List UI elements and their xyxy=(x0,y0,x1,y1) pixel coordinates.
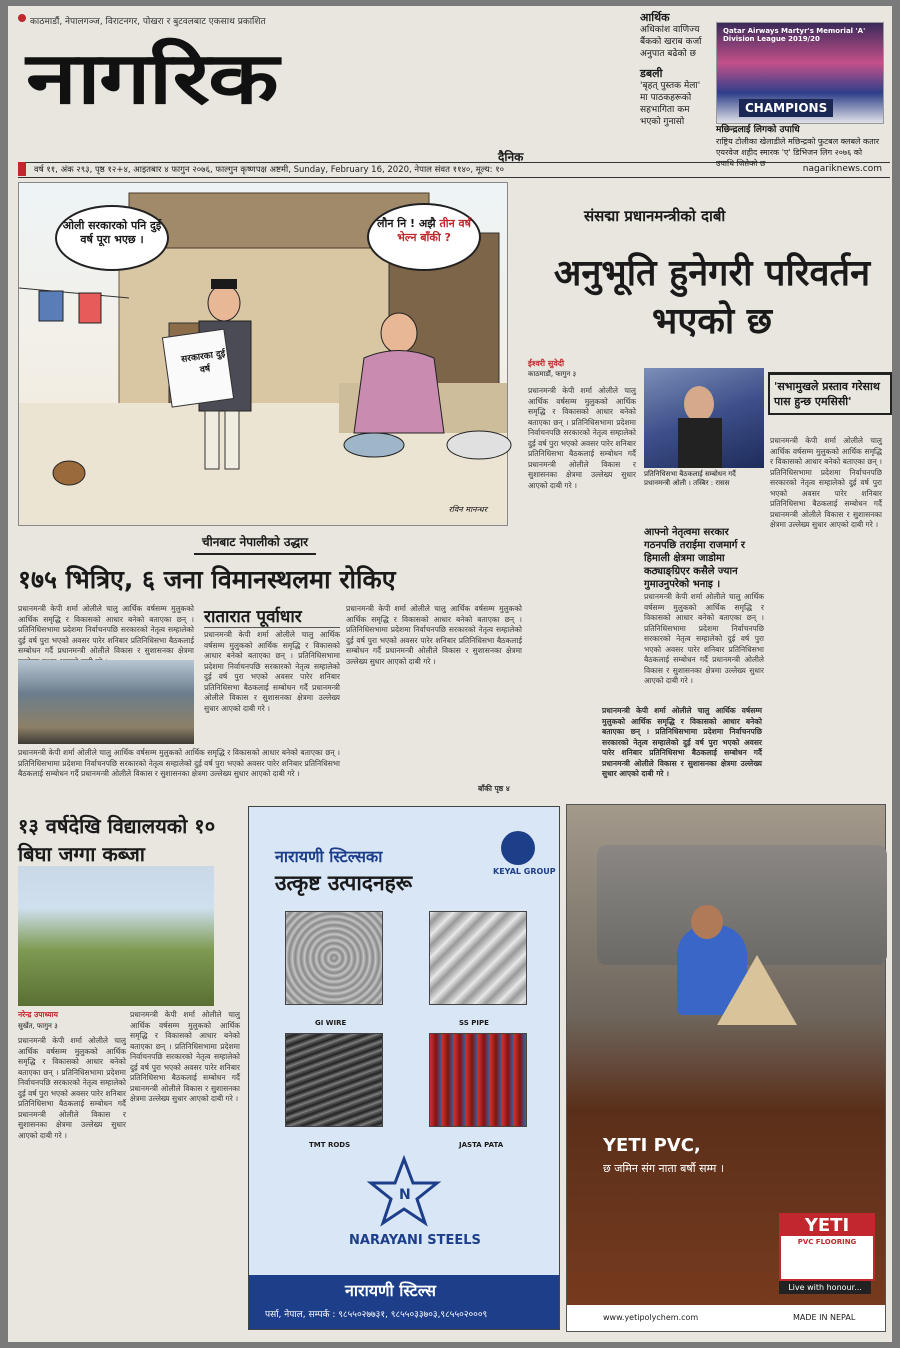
product-label: SS PIPE xyxy=(459,1019,489,1027)
teaser-title: आर्थिक xyxy=(640,11,670,24)
ad-title: उत्कृष्ट उत्पादनहरू xyxy=(275,871,413,895)
newspaper-page xyxy=(8,6,892,1342)
masthead-tagline: काठमाडौं, नेपालगञ्ज, विराटनगर, पोखरा र बुटवलबाट एकसाथ प्रकाशित xyxy=(30,17,266,27)
teaser-text: 'बृहत् पुस्तक मेला' मा पाठकहरूको सहभागिता कम भएको गुनासो xyxy=(640,81,701,127)
teaser-text: अधिकांश वाणिज्य बैंकको खराब कर्जा अनुपात बढेको छ xyxy=(640,25,702,59)
masthead-dot-icon xyxy=(18,14,26,22)
yeti-brand: YETI xyxy=(781,1215,873,1236)
yeti-made: MADE IN NEPAL xyxy=(793,1313,856,1322)
pm-subhead: आफ्नो नेतृत्वमा सरकार गठनपछि तराईमा राजमार्ग र हिमाली क्षेत्रमा जाडोमा कठ्याङ्ग्रिएर कसैले ज्यान गुमाउनुपरेको भनाइ । xyxy=(644,527,745,590)
evac-continued: बाँकी पृष्ठ ४ xyxy=(478,784,510,793)
sports-text: राष्ट्रिय टोलीका खेलाडीले मछिन्द्रको फुटबल क्लबले कतार एयरवेज शहीद स्मारक 'ए' डिभिजन लिग २०७६ को उपाधि जितेको छ xyxy=(716,137,880,168)
airplane-cabin-photo xyxy=(18,660,194,744)
yeti-tag: Live with honour... xyxy=(779,1281,871,1294)
school-byline: नरेन्द्र उपाध्याय xyxy=(18,1010,58,1019)
school-land-photo xyxy=(18,866,214,1006)
bubble-text: तीन वर्ष भेल्न बाँकी ? xyxy=(397,217,471,244)
pm-photo-caption: प्रतिनिधिसभा बैठकलाई सम्बोधन गर्दै प्रधानमन्त्री ओली । तस्बिर : रासस xyxy=(644,470,736,487)
narayani-steels-ad xyxy=(248,806,560,1330)
bubble-pre: लौन नि ! अझै xyxy=(377,217,436,230)
cartoon-signature: रविन मानन्धर xyxy=(448,505,487,514)
keyal-brand: KEYAL GROUP xyxy=(493,867,556,876)
editorial-cartoon xyxy=(18,182,508,526)
yeti-logo-box xyxy=(779,1213,875,1281)
school-place: सुर्खेत, फागुन ३ xyxy=(18,1022,58,1030)
keyal-logo-icon xyxy=(501,831,535,865)
product-label: JASTA PATA xyxy=(459,1141,504,1149)
school-body-col1: प्रधानमन्त्री केपी शर्मा ओलीले चालु आर्थिक वर्षसम्म मुलुकको आर्थिक समृद्धि र विकासको आधार बनेको बताएका छन् । प्रतिनिधिसभामा प्रदेशमा निर्वाचनपछि सरकारको नेतृत्व सम्हालेको दुई वर्ष पुरा भएको अवसर पारेर शनिबार प्रतिनिधिसभा बैठकलाई सम्बोधन गर्दै प्रधानमन्त्री ओलीले विकास र सुशासनका क्षेत्रमा उल्लेख्य सुधार आएको दाबी गरे । xyxy=(18,1036,126,1140)
evac-sidebar-body: प्रधानमन्त्री केपी शर्मा ओलीले चालु आर्थिक वर्षसम्म मुलुकको आर्थिक समृद्धि र विकासको आधार बनेको बताएका छन् । प्रतिनिधिसभामा प्रदेशमा निर्वाचनपछि सरकारको नेतृत्व सम्हालेको दुई वर्ष पुरा भएको अवसर पारेर शनिबार प्रतिनिधिसभा बैठकलाई सम्बोधन गर्दै प्रधानमन्त्री ओलीले विकास र सुशासनका क्षेत्रमा उल्लेख्य सुधार आएको दाबी गरे । xyxy=(204,630,340,713)
masthead-title: नागरिक xyxy=(26,36,277,121)
dateline-text: वर्ष ११, अंक २९३, पृष्ठ १२+४, आइतबार ४ फागुन २०७६, फाल्गुन कृष्णपक्ष अष्टमी, Sunday, February 16, 2020, नेपाल संवत ११४०, मूल्य: १० xyxy=(34,165,505,175)
pm-body-col3: प्रधानमन्त्री केपी शर्मा ओलीले चालु आर्थिक वर्षसम्म मुलुकको आर्थिक समृद्धि र विकासको आधार बनेको बताएका छन् । प्रतिनिधिसभामा प्रदेशमा निर्वाचनपछि सरकारको नेतृत्व सम्हालेको दुई वर्ष पुरा भएको अवसर पारेर शनिबार प्रतिनिधिसभा बैठकलाई सम्बोधन गर्दै प्रधानमन्त्री ओलीले विकास र सुशासनका क्षेत्रमा उल्लेख्य सुधार आएको दाबी गरे । xyxy=(770,436,883,529)
product-label: TMT RODS xyxy=(309,1141,351,1149)
sports-banner: Qatar Airways Martyr's Memorial 'A' Division League 2019/20 xyxy=(723,27,866,43)
evac-body-col3: प्रधानमन्त्री केपी शर्मा ओलीले चालु आर्थिक वर्षसम्म मुलुकको आर्थिक समृद्धि र विकासको आधार बनेको बताएका छन् । प्रतिनिधिसभामा प्रदेशमा निर्वाचनपछि सरकारको नेतृत्व सम्हालेको दुई वर्ष पुरा भएको अवसर पारेर शनिबार प्रतिनिधिसभा बैठकलाई सम्बोधन गर्दै प्रधानमन्त्री ओलीले विकास र सुशासनका क्षेत्रमा उल्लेख्य सुधार आएको दाबी गरे । xyxy=(346,604,522,666)
school-body-col2: प्रधानमन्त्री केपी शर्मा ओलीले चालु आर्थिक वर्षसम्म मुलुकको आर्थिक समृद्धि र विकासको आधार बनेको बताएका छन् । प्रतिनिधिसभामा प्रदेशमा निर्वाचनपछि सरकारको नेतृत्व सम्हालेको दुई वर्ष पुरा भएको अवसर पारेर शनिबार प्रतिनिधिसभा बैठकलाई सम्बोधन गर्दै प्रधानमन्त्री ओलीले विकास र सुशासनका क्षेत्रमा उल्लेख्य सुधार आएको दाबी गरे । xyxy=(130,1010,240,1103)
evac-headline: १७५ भित्रिए, ६ जना विमानस्थलमा रोकिए xyxy=(18,565,396,594)
pm-place: काठमाडौं, फागुन ३ xyxy=(528,370,577,378)
pm-body-col1: प्रधानमन्त्री केपी शर्मा ओलीले चालु आर्थिक वर्षसम्म मुलुकको आर्थिक समृद्धि र विकासको आधार बनेको बताएका छन् । प्रतिनिधिसभामा प्रदेशमा निर्वाचनपछि सरकारको नेतृत्व सम्हालेको दुई वर्ष पुरा भएको अवसर पारेर शनिबार प्रतिनिधिसभा बैठकलाई सम्बोधन गर्दै प्रधानमन्त्री ओलीले विकास र सुशासनका क्षेत्रमा उल्लेख्य सुधार आएको दाबी गरे । xyxy=(528,386,636,490)
dateline-accent xyxy=(18,162,26,176)
evac-sidebar-head: रातारात पूर्वाधार xyxy=(204,604,340,628)
masthead-daily: दैनिक xyxy=(498,150,524,164)
teaser-title: डबली xyxy=(640,67,663,80)
evac-body-col1: प्रधानमन्त्री केपी शर्मा ओलीले चालु आर्थिक वर्षसम्म मुलुकको आर्थिक समृद्धि र विकासको आधार बनेको बताएका छन् । प्रतिनिधिसभामा प्रदेशमा निर्वाचनपछि सरकारको नेतृत्व सम्हालेको दुई वर्ष पुरा भएको अवसर पारेर शनिबार प्रतिनिधिसभा बैठकलाई सम्बोधन गर्दै प्रधानमन्त्री ओलीले विकास र सुशासनका क्षेत्रमा xyxy=(18,604,194,655)
speech-bubble-man xyxy=(55,205,169,271)
yeti-title: YETI PVC, xyxy=(603,1135,701,1156)
evac-kicker: चीनबाट नेपालीको उद्धार xyxy=(194,530,316,555)
ad-tagline: नारायणी स्टिल्सका xyxy=(275,847,383,866)
teaser-column xyxy=(640,12,710,128)
cartoon-paper-text: सरकारका दुई वर्ष xyxy=(180,349,226,376)
pm-body-bold: प्रधानमन्त्री केपी शर्मा ओलीले चालु आर्थिक वर्षसम्म मुलुकको आर्थिक समृद्धि र विकासको आधार बनेको बताएका छन् । प्रतिनिधिसभामा प्रदेशमा निर्वाचनपछि सरकारको नेतृत्व सम्हालेको दुई वर्ष पुरा भएको अवसर पारेर शनिबार प्रतिनिधिसभा बैठकलाई सम्बोधन गर्दै प्रधानमन्त्री ओलीले विकास र सुशासनका क्षेत्रमा उल्लेख्य सुधार आएको दाबी गरे । xyxy=(602,706,762,778)
ad-footer-address: पर्सा, नेपाल, सम्पर्क : ९८५५०२७७३१, ९८५५०३३७०३,९८५५०२०००९ xyxy=(265,1310,488,1320)
yeti-pvc-ad xyxy=(566,804,886,1332)
block-tower-image xyxy=(717,955,797,1025)
tmt-rods-image xyxy=(285,1033,383,1127)
sports-headline: मछिन्द्रलाई लिगको उपाधि xyxy=(716,125,800,135)
gi-wire-image xyxy=(285,911,383,1005)
yeti-sub: PVC FLOORING xyxy=(797,1238,857,1246)
site-url: nagariknews.com xyxy=(802,164,882,174)
pm-photo xyxy=(644,368,764,468)
yeti-web: www.yetipolychem.com xyxy=(603,1313,699,1322)
narayani-star-logo-icon xyxy=(369,1157,439,1227)
product-label: GI WIRE xyxy=(315,1019,347,1027)
jasta-pata-image xyxy=(429,1033,527,1127)
pm-byline: ईश्वरी सुवेदी xyxy=(528,359,565,368)
champions-banner: CHAMPIONS xyxy=(739,99,833,117)
narayani-logo-text: NARAYANI STEELS xyxy=(349,1233,481,1248)
school-headline: १३ वर्षदेखि विद्यालयको १० बिघा जग्गा कब्जा xyxy=(18,814,216,866)
bubble-text: ओली सरकारको पनि दुई वर्ष पूरा भएछ । xyxy=(62,219,162,246)
ss-pipe-image xyxy=(429,911,527,1005)
ad-footer-name: नारायणी स्टिल्स xyxy=(345,1281,436,1300)
pm-quote-box: 'सभामुखले प्रस्ताव गरेसाथ पास हुन्छ एमसिसी' xyxy=(768,372,892,415)
pm-kicker: संसद्मा प्रधानमन्त्रीको दाबी xyxy=(584,207,726,225)
yeti-slogan: छ जमिन संग नाता बर्षौ सम्म । xyxy=(603,1162,725,1175)
sports-photo xyxy=(716,22,884,124)
pm-body-col2: प्रधानमन्त्री केपी शर्मा ओलीले चालु आर्थिक वर्षसम्म मुलुकको आर्थिक समृद्धि र विकासको आधार बनेको बताएका छन् । प्रतिनिधिसभामा प्रदेशमा निर्वाचनपछि सरकारको नेतृत्व सम्हालेको दुई वर्ष पुरा भएको अवसर पारेर शनिबार प्रतिनिधिसभा बैठकलाई सम्बोधन गर्दै प्रधानमन्त्री ओलीले विकास र सुशासनका क्षेत्रमा उल्लेख्य सुधार आएको दाबी गरे । xyxy=(644,592,764,685)
pm-headline: अनुभूति हुनेगरी परिवर्तन भएको छ xyxy=(553,253,871,342)
child-head xyxy=(691,905,723,939)
dateline xyxy=(18,162,890,178)
speech-bubble-woman xyxy=(367,203,481,271)
svg-text:N: N xyxy=(399,1187,411,1203)
evac-body-bottom: प्रधानमन्त्री केपी शर्मा ओलीले चालु आर्थिक वर्षसम्म मुलुकको आर्थिक समृद्धि र विकासको आधार बनेको बताएका छन् । प्रतिनिधिसभामा प्रदेशमा निर्वाचनपछि सरकारको नेतृत्व सम्हालेको दुई वर्ष पुरा भएको अवसर पारेर शनिबार प्रतिनिधिसभा बैठकलाई सम्बोधन गर्दै प्रधानमन्त्री ओलीले विकास र सुशासनका क्षेत्रमा उल्लेख्य सुधार आएको दाबी गरे । xyxy=(18,748,340,778)
